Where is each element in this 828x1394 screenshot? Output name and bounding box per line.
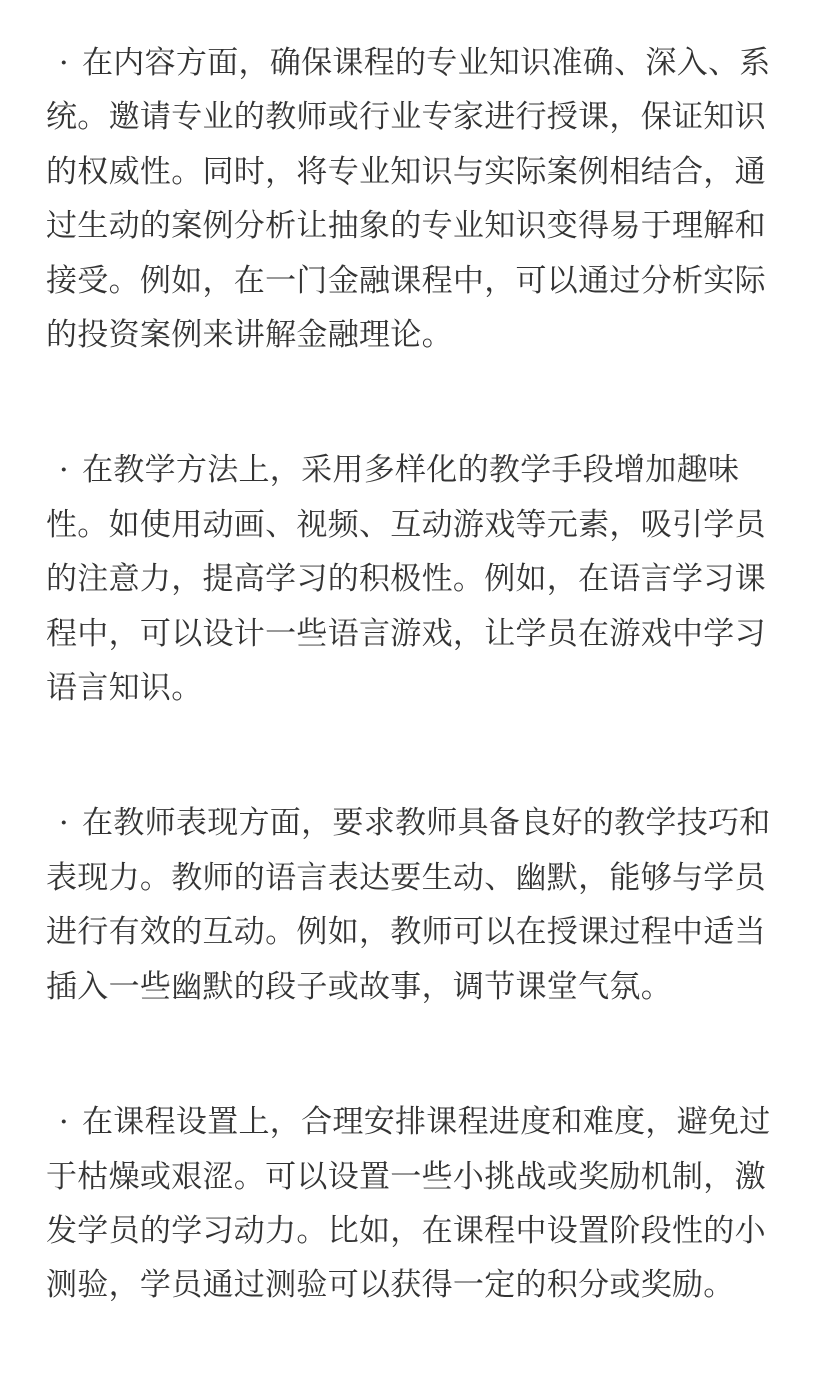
paragraph-text: 在内容方面，确保课程的专业知识准确、深入、系统。邀请专业的教师或行业专家进行授课，保证知识的权威性。同时，将专业知识与实际案例相结合，通过生动的案例分析让抽象的专业知识变得易于理解和接受。例如，在一门金融课程中，可以通过分析实际的投资案例来讲解金融理论。 xyxy=(46,45,771,354)
paragraph-text: 在教学方法上，采用多样化的教学手段增加趣味性。如使用动画、视频、互动游戏等元素，吸引学员的注意力，提高学习的积极性。例如，在语言学习课程中，可以设计一些语言游戏，让学员在游戏中学习语言知识。 xyxy=(46,452,766,707)
paragraph-teaching-method xyxy=(46,443,782,715)
paragraph-content xyxy=(46,36,782,362)
bullet-marker: · xyxy=(58,45,70,81)
bullet-marker: · xyxy=(58,1104,70,1141)
paragraph-text: 在教师表现方面，要求教师具备良好的教学技巧和表现力。教师的语言表达要生动、幽默，能够与学员进行有效的互动。例如，教师可以在授课过程中适当插入一些幽默的段子或故事，调节课堂气氛。 xyxy=(46,805,771,1005)
paragraph-text: 在课程设置上，合理安排课程进度和难度，避免过于枯燥或艰涩。可以设置一些小挑战或奖励机制，激发学员的学习动力。比如，在课程中设置阶段性的小测验，学员通过测验可以获得一定的积分或奖励。 xyxy=(46,1104,771,1304)
paragraph-course-setup xyxy=(46,1095,782,1313)
paragraph-teacher-performance xyxy=(46,796,782,1014)
bullet-marker: · xyxy=(58,805,70,842)
bullet-marker: · xyxy=(58,452,70,489)
article-body xyxy=(46,36,782,1394)
